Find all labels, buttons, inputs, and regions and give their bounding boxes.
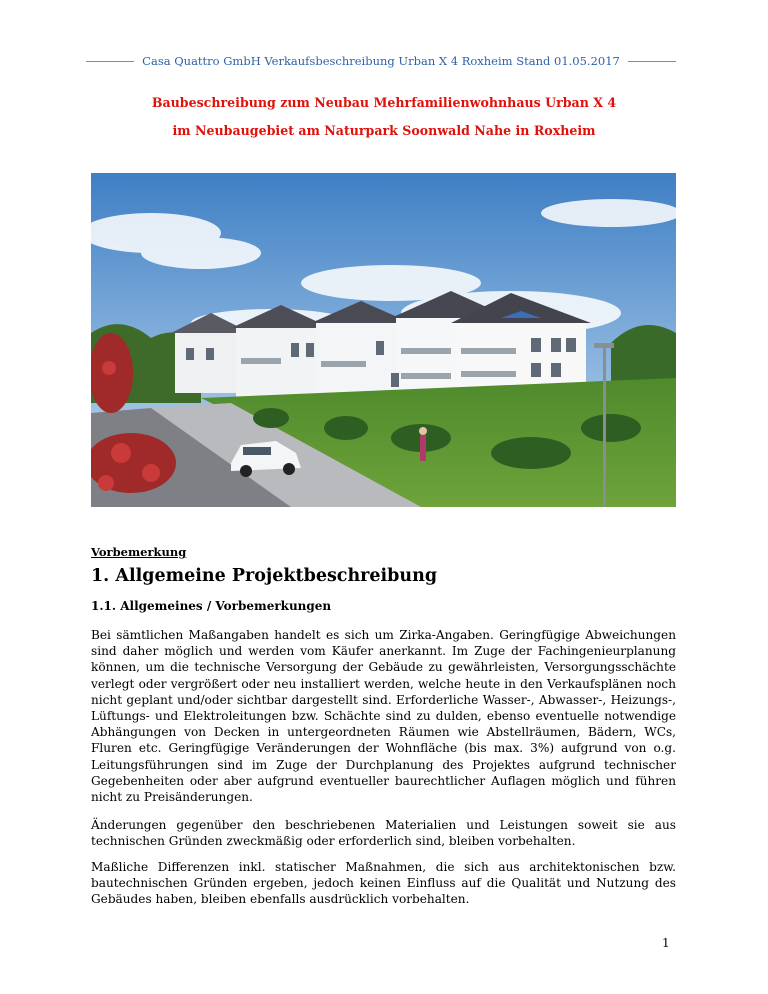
paragraph-2: Änderungen gegenüber den beschriebenen Materialien und Leistungen soweit sie aus technischen Gründen zweckmäßig oder erforderlich sind, bleiben vorbehalten. [91, 818, 676, 849]
section-prelabel: Vorbemerkung [91, 545, 187, 559]
running-header [86, 52, 676, 70]
section-heading: 1. Allgemeine Projektbeschreibung [91, 566, 438, 586]
subsection-heading: 1.1. Allgemeines / Vorbemerkungen [91, 599, 332, 613]
document-title-line-1: Baubeschreibung zum Neubau Mehrfamilienwohnhaus Urban X 4 [151, 95, 617, 110]
document-title-line-2: im Neubaugebiet am Naturpark Soonwald Nahe in Roxheim [172, 123, 596, 138]
building-rendering-image [91, 173, 676, 507]
header-rule-right [628, 61, 676, 62]
page-number: 1 [662, 936, 670, 950]
paragraph-1: Bei sämtlichen Maßangaben handelt es sich um Zirka-Angaben. Geringfügige Abweichungen sind daher möglich und werden vom Käufer anerkannt. Im Zuge der Fachingenieurplanung können, um die technische Versorgung der Gebäude zu gewährleisten, Versorgungsschächte verlegt oder vergrößert oder neu installiert werden, welche heute in den Verkaufsplänen noch nicht geplant und/oder sichtbar dargestellt sind. Erforderliche Wasser-, Abwasser-, Heizungs-, Lüftungs- und Elektroleitungen bzw. Schächte sind zu dulden, ebenso eventuelle notwendige Abhängungen von Decken in untergeordneten Räumen wie Abstellräumen, Bädern, WCs, Fluren etc. Geringfügige Veränderungen der Wohnfläche (bis max. 3%) aufgrund von o.g. Leitungsführungen sind im Zuge der Durchplanung des Projektes aufgrund technischer Gegebenheiten oder aber aufgrund eventueller baurechtlicher Auflagen möglich und führen nicht zu Preisänderungen. [91, 628, 676, 805]
header-text: Casa Quattro GmbH Verkaufsbeschreibung Urban X 4 Roxheim Stand 01.05.2017 [142, 54, 620, 68]
header-rule-left [86, 61, 134, 62]
paragraph-3: Maßliche Differenzen inkl. statischer Maßnahmen, die sich aus architektonischen bzw. bautechnischen Gründen ergeben, jedoch keinen Einfluss auf die Qualität und Nutzung des Gebäudes haben, bleiben ebenfalls ausdrücklich vorbehalten. [91, 860, 676, 907]
